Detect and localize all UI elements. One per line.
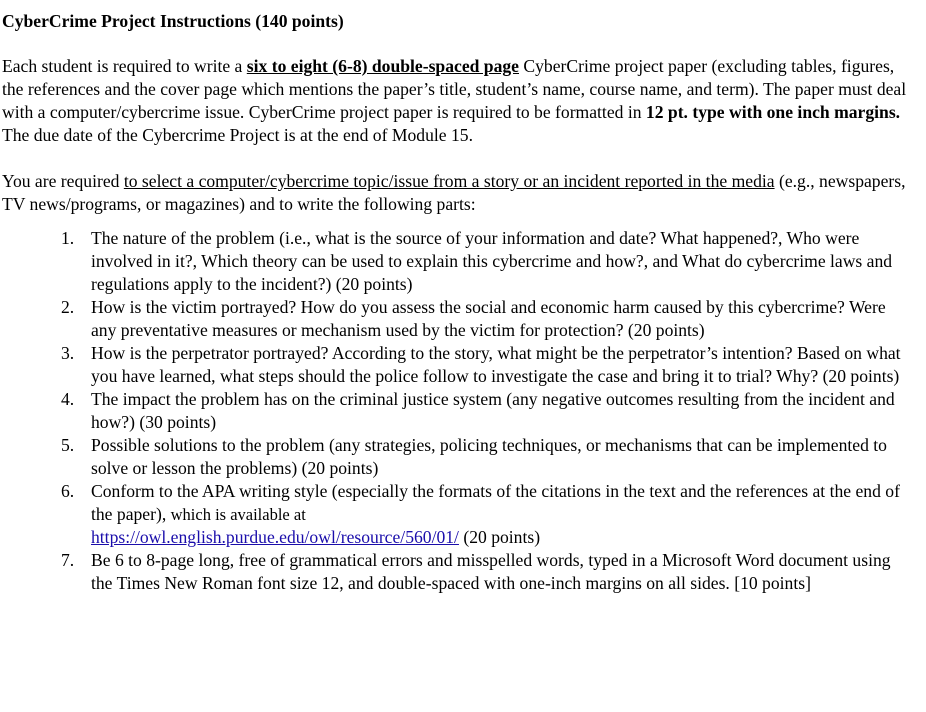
list-number: 5. [61, 435, 75, 455]
document-page [2, 10, 907, 595]
list-number: 4. [61, 389, 75, 409]
list-item-text: which is available at [170, 505, 306, 524]
list-number: 7. [61, 550, 75, 570]
topic-requirement: to select a computer/cybercrime topic/issue from a story or an incident reported in the media [123, 171, 775, 191]
page-length-requirement: six to eight (6-8) double-spaced page [246, 56, 519, 76]
list-item-text: (20 points) [458, 527, 541, 547]
topic-text-c: (e.g., newspapers, TV news/programs, or magazines) and to write the following parts: [2, 171, 906, 214]
requirements-list [2, 227, 907, 595]
list-item-text: The nature of the problem (i.e., what is the source of your information and date? What happened?, Who were involved in it?, Which theory can be used to explain this cybercrime and how?, and What do cybercrime laws and regulations apply to the incident?) (20 points) [91, 228, 893, 294]
format-requirement: 12 pt. type with one inch margins. [645, 102, 901, 122]
list-number: 6. [61, 481, 75, 501]
list-item-text: Possible solutions to the problem (any strategies, policing techniques, or mechanisms that can be implemented to solve or lesson the problems) (20 points) [91, 435, 887, 478]
intro-paragraph [2, 55, 907, 147]
list-item [2, 480, 907, 549]
apa-resource-link[interactable]: https://owl.english.purdue.edu/owl/resource/560/01/ [91, 527, 459, 547]
list-item [2, 549, 907, 595]
list-item-text: The impact the problem has on the criminal justice system (any negative outcomes resulting from the incident and how?) (30 points) [91, 389, 895, 432]
topic-paragraph [2, 170, 907, 216]
topic-text-a: You are required [2, 171, 124, 191]
list-item [2, 434, 907, 480]
list-number: 3. [61, 343, 75, 363]
intro-text-c: CyberCrime project paper (excluding tables, figures, the references and the cover page which mentions the paper’s title, student’s name, course name, and term). The paper must deal with a computer/cybercrime issue. CyberCrime project paper is required to be formatted in [2, 56, 907, 122]
intro-text-a: Each student is required to write a [2, 56, 247, 76]
list-item-text: Be 6 to 8-page long, free of grammatical errors and misspelled words, typed in a Microsoft Word document using the Times New Roman font size 12, and double-spaced with one-inch margins on all sides. [10 points] [91, 550, 891, 593]
intro-text-e: The due date of the Cybercrime Project is at the end of Module 15. [2, 125, 473, 145]
list-item-text: Conform to the APA writing style (especially the formats of the citations in the text and the references at the end of the paper), [91, 481, 900, 524]
list-item-text: How is the victim portrayed? How do you assess the social and economic harm caused by this cybercrime? Were any preventative measures or mechanism used by the victim for protection? (20 points) [91, 297, 886, 340]
list-item-text: How is the perpetrator portrayed? According to the story, what might be the perpetrator’s intention? Based on what you have learned, what steps should the police follow to investigate the case and bring it to trial? Why? (20 points) [91, 343, 901, 386]
list-number: 2. [61, 297, 75, 317]
list-item [2, 388, 907, 434]
document-title: CyberCrime Project Instructions (140 points) [2, 11, 344, 31]
list-item [2, 296, 907, 342]
list-item [2, 227, 907, 296]
list-item [2, 342, 907, 388]
list-number: 1. [61, 228, 75, 248]
